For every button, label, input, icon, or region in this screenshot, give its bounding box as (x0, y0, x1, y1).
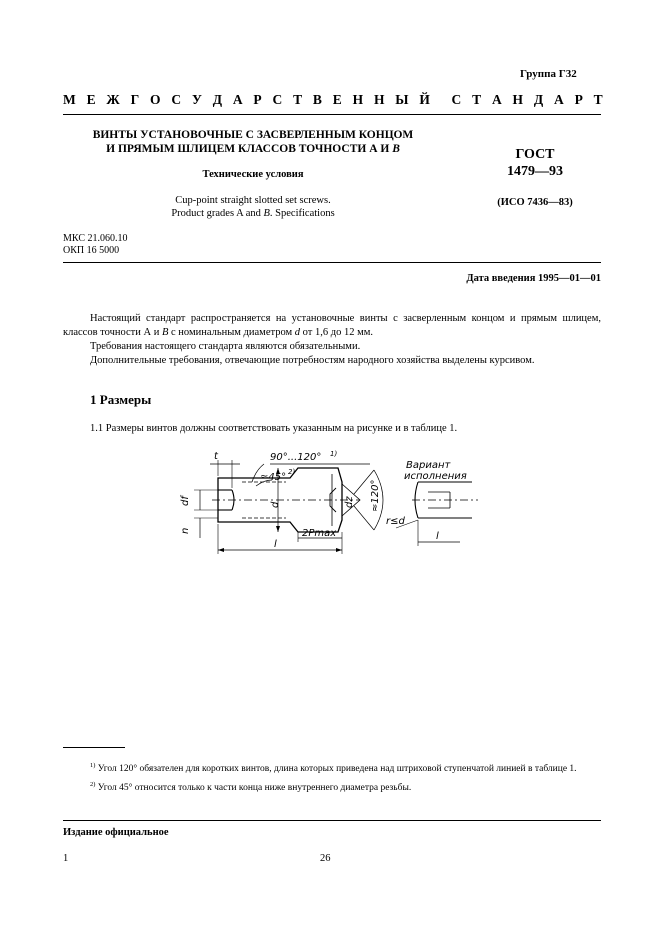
label-variant-2: исполнения (404, 471, 467, 482)
label-d: d (270, 501, 281, 508)
banner-letter: Д (533, 92, 544, 107)
banner-letter: Н (512, 92, 524, 107)
scope-text-a: Настоящий стандарт распространяется на установочные винты с засверленным концом и прямым шлицем, классов точности А и (63, 313, 601, 338)
scope-text-c: с номинальным диаметром (168, 327, 295, 338)
footnote-1-mark: 1) (90, 762, 96, 769)
label-angle-top-note: 1) (330, 450, 338, 458)
document-title (63, 128, 443, 156)
english-title-text-c: . Specifications (269, 208, 335, 219)
banner-letter: С (272, 92, 283, 107)
label-angle-45: ≈45° (260, 472, 287, 483)
banner-letter: Н (352, 92, 364, 107)
title-line-2-italic: В (392, 143, 400, 155)
english-title-line-2 (63, 207, 443, 220)
page-number: 26 (320, 853, 331, 864)
title-line-2 (63, 142, 443, 156)
banner-letter: Й (419, 92, 430, 107)
title-line-2-text: И ПРЯМЫМ ШЛИЦЕМ КЛАССОВ ТОЧНОСТИ А И (106, 143, 393, 155)
standard-banner (63, 92, 603, 108)
document-subtitle: Технические условия (202, 169, 304, 180)
scope-text-e: от 1,6 до 12 мм. (300, 327, 373, 338)
edition-label: Издание официальное (63, 827, 169, 838)
banner-letter: Т (472, 92, 482, 107)
english-title-text-a: Product grades A and (171, 208, 264, 219)
clause-1-1: 1.1 Размеры винтов должны соответствовать указанным на рисунке и в таблице 1. (90, 423, 458, 434)
paragraph-mandatory: Требования настоящего стандарта являются обязательными. (90, 341, 361, 352)
label-t: t (214, 451, 218, 462)
left-number: 1 (63, 853, 69, 864)
banner-letter: Ы (395, 92, 409, 107)
banner-letter: С (451, 92, 462, 107)
footnote-2-text: Угол 45° относится только к части конца ниже внутреннего диаметра резьбы. (95, 783, 412, 794)
label-variant-1: Вариант (406, 460, 451, 471)
label-l-variant: l (436, 531, 439, 542)
paragraph-scope (63, 312, 601, 340)
iso-reference: (ИСО 7436—83) (497, 197, 573, 208)
label-l: l (274, 539, 277, 550)
banner-letter: Г (130, 92, 140, 107)
footnote-2-mark: 2) (90, 781, 96, 789)
title-line-1: ВИНТЫ УСТАНОВОЧНЫЕ С ЗАСВЕРЛЕННЫМ КОНЦОМ (92, 129, 414, 141)
label-angle-45-note: 2) (288, 468, 296, 476)
banner-letter: С (171, 92, 182, 107)
label-df: df (180, 496, 191, 506)
english-title-italic: B (263, 208, 270, 219)
okp-code: ОКП 16 5000 (63, 245, 120, 256)
gost-number: 1479—93 (507, 164, 563, 179)
banner-letter: Е (86, 92, 96, 107)
banner-letter: Р (253, 92, 262, 107)
footnote-2 (63, 779, 601, 794)
footnote-1-text: Угол 120° обязателен для коротких винтов, длина которых приведена над штриховой ступенчатой линией в таблице 1. (95, 764, 577, 775)
introduction-date: Дата введения 1995—01—01 (466, 273, 601, 284)
footnotes (63, 760, 601, 798)
banner-letter: А (491, 92, 502, 107)
footer-rule (63, 820, 601, 821)
section-heading: 1 Размеры (90, 392, 152, 407)
label-n: n (180, 527, 191, 534)
banner-letter: Ж (106, 92, 120, 107)
scope-text-d: d (294, 327, 301, 338)
banner-rule (63, 114, 601, 115)
paragraph-additional: Дополнительные требования, отвечающие потребностям народного хозяйства выделены курсивом. (90, 355, 535, 366)
gost-designation (470, 146, 600, 180)
label-r: r≤d (386, 516, 405, 527)
banner-letter: У (191, 92, 202, 107)
mks-code: МКС 21.060.10 (63, 233, 128, 244)
scope-text-b: В (161, 327, 169, 338)
codes-rule (63, 262, 601, 263)
english-title-line-1: Cup-point straight slotted set screws. (175, 195, 331, 206)
banner-letter: Т (593, 92, 603, 107)
gost-label: ГОСТ (515, 147, 555, 162)
label-angle-top: 90°...120° (270, 452, 322, 463)
banner-letter: В (312, 92, 322, 107)
banner-letter: Д (212, 92, 222, 107)
classification-codes (63, 233, 127, 257)
group-code: Группа Г32 (520, 68, 577, 80)
body-text (63, 312, 601, 368)
banner-letter: Т (293, 92, 303, 107)
banner-letter: Н (373, 92, 385, 107)
label-2p: 2Pmax (302, 528, 337, 539)
label-angle-120: ≈120° (370, 479, 381, 512)
banner-letter: Р (574, 92, 583, 107)
english-title (63, 194, 443, 220)
footnote-rule (63, 747, 125, 748)
banner-letter: Е (332, 92, 342, 107)
banner-letter: М (63, 92, 76, 107)
screw-drawing (160, 446, 480, 566)
banner-letter: О (150, 92, 161, 107)
label-dz: dz (344, 496, 355, 508)
banner-letter: А (554, 92, 564, 107)
banner-letter: А (232, 92, 243, 107)
footnote-1 (63, 760, 601, 775)
